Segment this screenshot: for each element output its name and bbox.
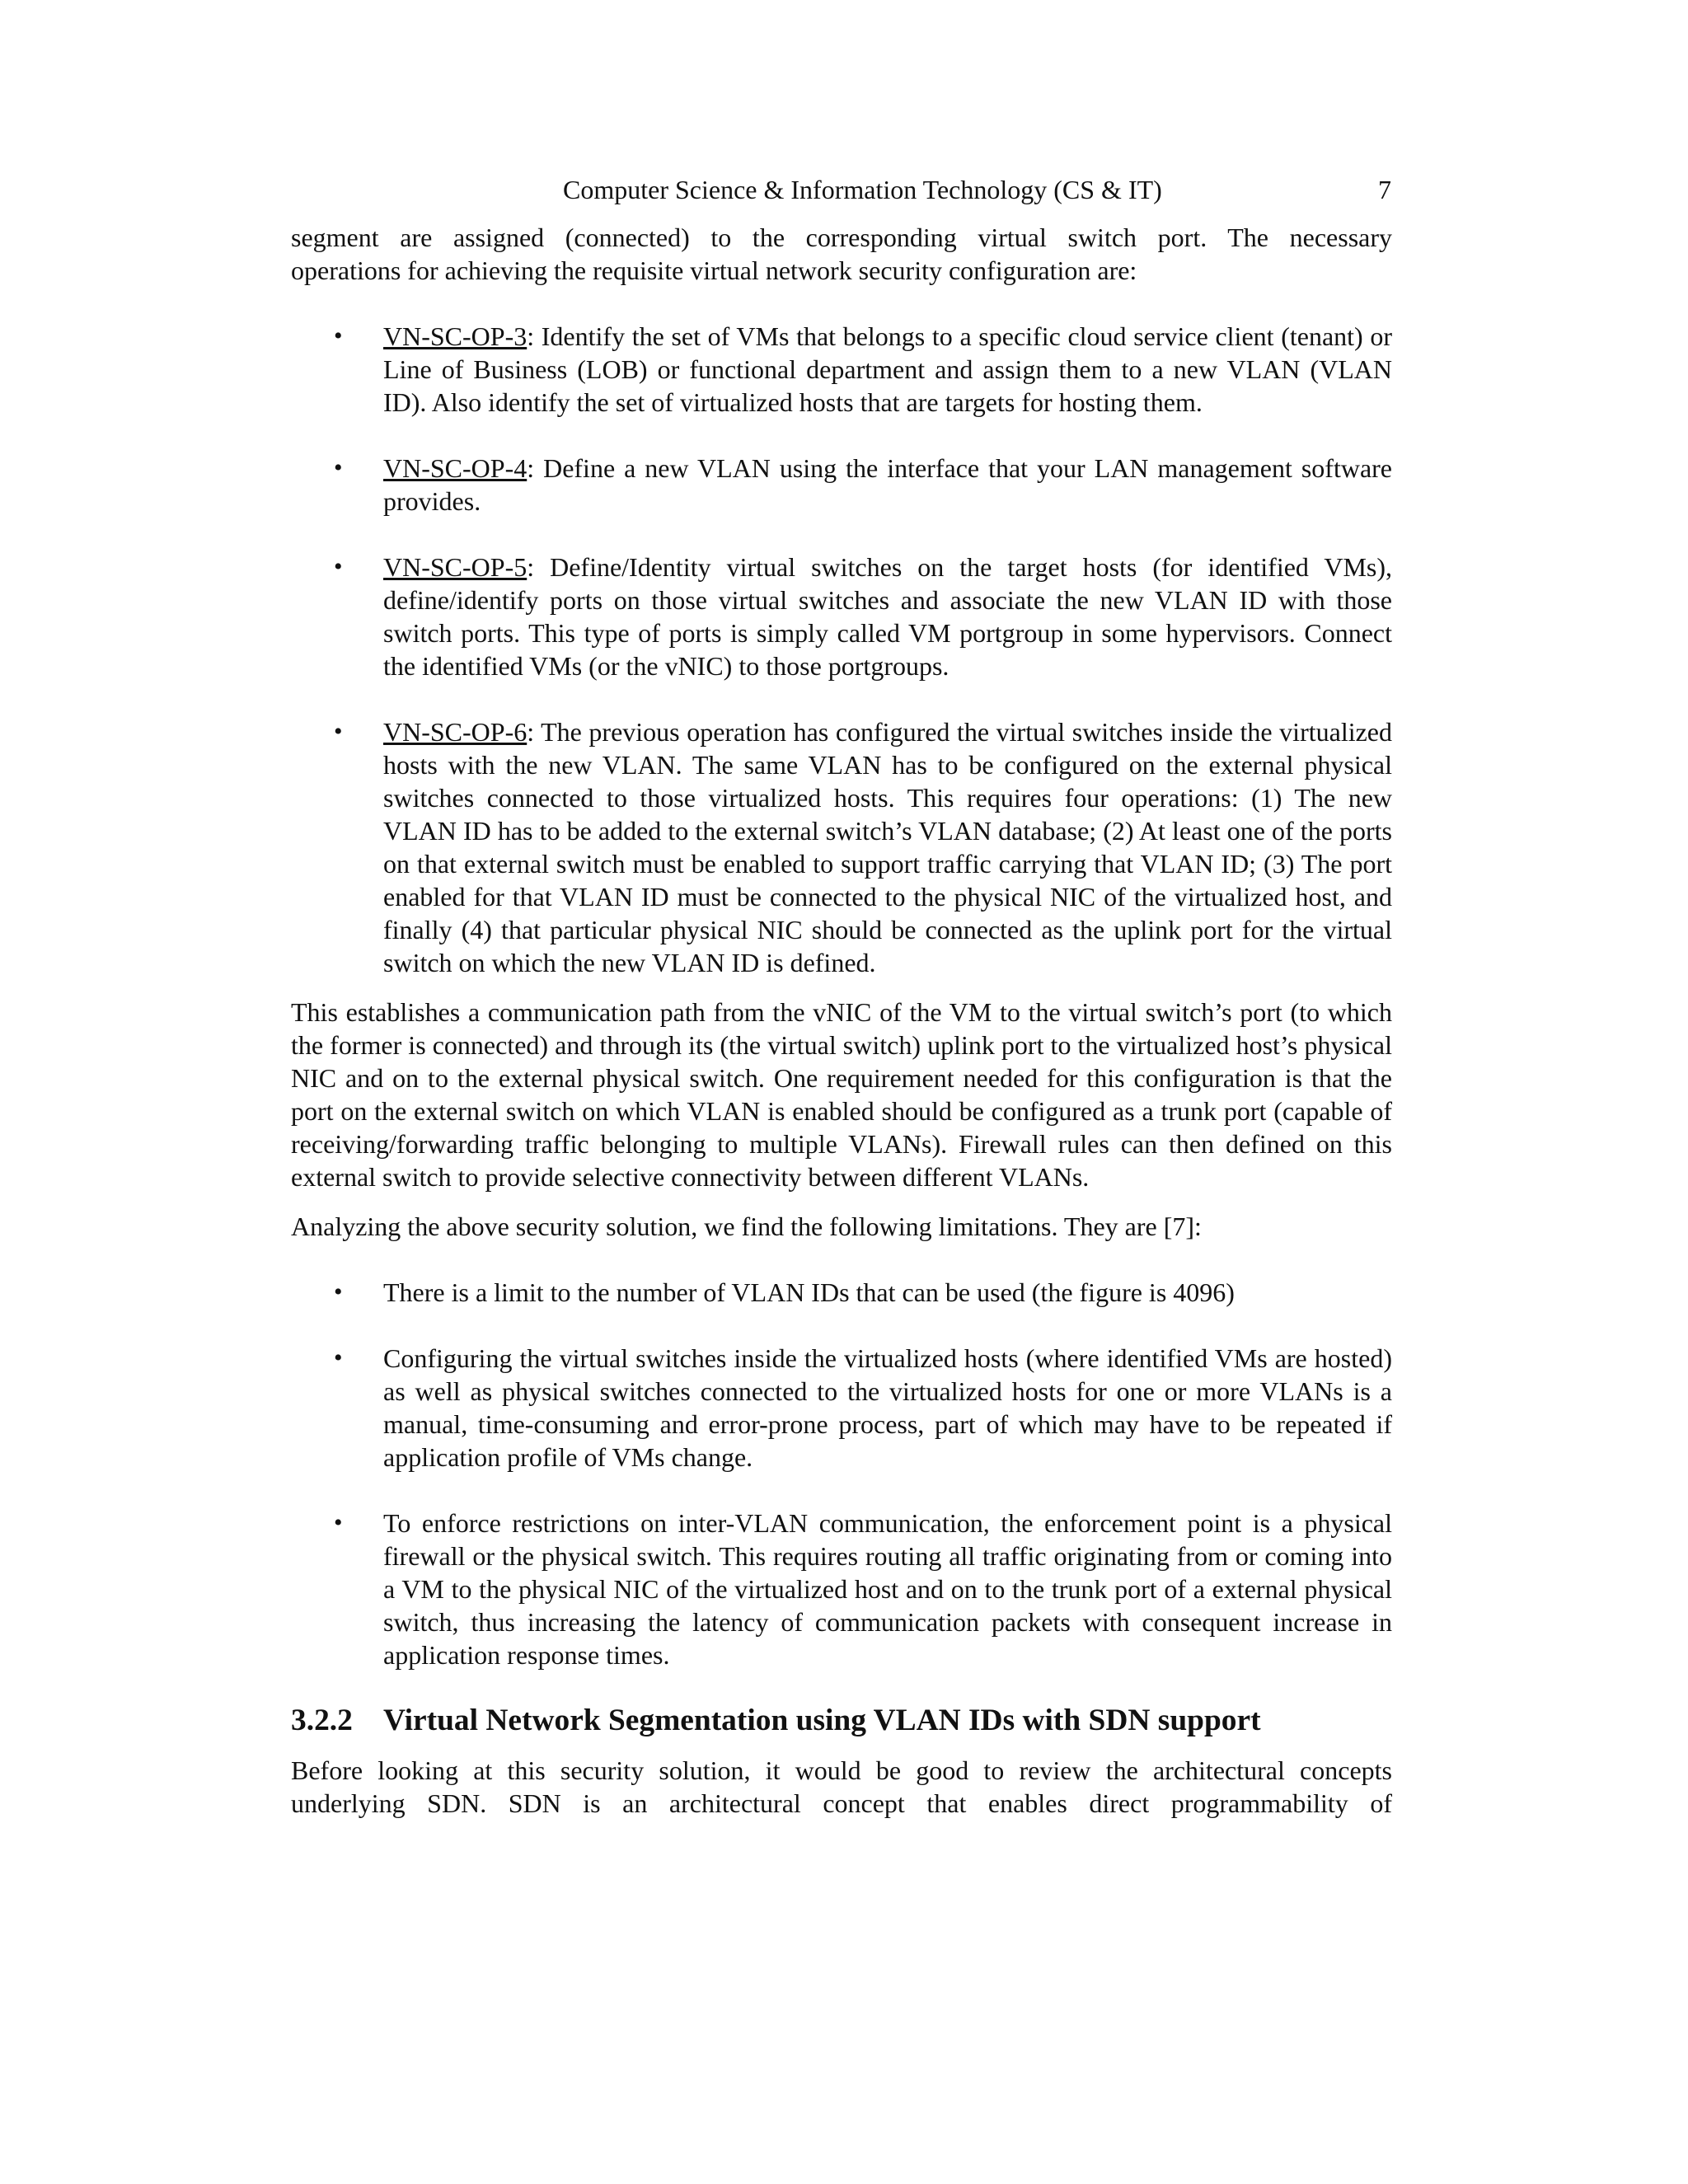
operation-text: : Define a new VLAN using the interface that your LAN management software provides. xyxy=(383,453,1392,516)
limitation-item xyxy=(291,1276,1392,1309)
paragraph-communication-path: This establishes a communication path from the vNIC of the VM to the virtual switch’s port (to which the former is connected) and through its (the virtual switch) uplink port to the virtualized host’s physical NIC and on to the external physical switch. One requirement needed for this configuration is that the port on the external switch on which VLAN is enabled should be configured as a trunk port (capable of receiving/forwarding traffic belonging to multiple VLANs). Firewall rules can then defined on this external switch to provide selective connectivity between different VLANs. xyxy=(291,997,1392,1192)
spacer xyxy=(291,1737,1392,1754)
document-body xyxy=(291,221,1392,1820)
limitation-text: To enforce restrictions on inter-VLAN communication, the enforcement point is a physical firewall or the physical switch. This requires routing all traffic originating from or coming into a VM to the physical NIC of the virtualized host and on to the trunk port of a external physical switch, thus increasing the latency of communication packets with consequent increase in application response times. xyxy=(383,1508,1392,1670)
spacer xyxy=(291,1474,1392,1507)
page-number: 7 xyxy=(1378,175,1391,204)
limitations-list xyxy=(291,1276,1392,1671)
bullet-icon: • xyxy=(334,1509,343,1536)
section-number: 3.2.2 xyxy=(291,1704,353,1737)
bullet-icon: • xyxy=(334,1344,343,1371)
limitation-text: There is a limit to the number of VLAN IDs that can be used (the figure is 4096) xyxy=(383,1277,1235,1307)
operation-text: : The previous operation has configured the virtual switches inside the virtualized hosts with the new VLAN. The same VLAN has to be configured on the external physical switches connected to those virtualized hosts. This requires four operations: (1) The new VLAN ID has to be added to the external switch’s VLAN database; (2) At least one of the ports on that external switch must be enabled to support traffic carrying that VLAN ID; (3) The port enabled for that VLAN ID must be connected to the physical NIC of the virtualized host, and finally (4) that particular physical NIC should be connected as the uplink port for the virtual switch on which the new VLAN ID is defined. xyxy=(383,717,1392,977)
bullet-icon: • xyxy=(334,454,343,481)
spacer xyxy=(291,979,1392,996)
bullet-icon: • xyxy=(334,718,343,745)
spacer xyxy=(291,419,1392,452)
spacer xyxy=(291,682,1392,715)
operation-item xyxy=(291,320,1392,419)
operation-id: VN-SC-OP-4 xyxy=(383,453,528,483)
spacer xyxy=(291,1671,1392,1704)
operation-text: : Identify the set of VMs that belongs to a specific cloud service client (tenant) or Line of Business (LOB) or functional department and assign them to a new VLAN (VLAN ID). Also identify the set of virtualized hosts that are targets for hosting them. xyxy=(383,321,1392,417)
section-heading xyxy=(291,1704,1392,1737)
section-title: Virtual Network Segmentation using VLAN IDs with SDN support xyxy=(383,1704,1261,1737)
closing-line-2: underlying SDN. SDN is an architectural concept that enables direct programmability of xyxy=(291,1788,1392,1818)
spacer xyxy=(291,1309,1392,1342)
running-header xyxy=(0,173,1688,206)
operation-item xyxy=(291,715,1392,979)
operation-item xyxy=(291,452,1392,518)
bullet-icon: • xyxy=(334,1278,343,1305)
bullet-icon: • xyxy=(334,553,343,580)
operation-id: VN-SC-OP-6 xyxy=(383,717,528,747)
paragraph-limitations-intro: Analyzing the above security solution, we find the following limitations. They are [7]: xyxy=(291,1212,1202,1241)
operations-list xyxy=(291,320,1392,979)
intro-line-1: segment are assigned (connected) to the corresponding virtual switch port. The necessary xyxy=(291,223,1392,252)
limitation-text: Configuring the virtual switches inside the virtualized hosts (where identified VMs are hosted) as well as physical switches connected to the virtualized hosts for one or more VLANs is a manual, time-consuming and error-prone process, part of which may have to be repeated if application profile of VMs change. xyxy=(383,1343,1392,1472)
limitation-item xyxy=(291,1507,1392,1671)
spacer xyxy=(291,1243,1392,1276)
operation-text: : Define/Identity virtual switches on the target hosts (for identified VMs), define/identify ports on those virtual switches and associate the new VLAN ID with those switch ports. This type of ports is simply called VM portgroup in some hypervisors. Connect the identified VMs (or the vNIC) to those portgroups. xyxy=(383,552,1392,681)
limitation-item xyxy=(291,1342,1392,1474)
spacer xyxy=(291,287,1392,320)
operation-item xyxy=(291,551,1392,682)
closing-line-1: Before looking at this security solution, it would be good to review the architectural concepts xyxy=(291,1755,1392,1785)
operation-id: VN-SC-OP-3 xyxy=(383,321,528,351)
operation-id: VN-SC-OP-5 xyxy=(383,552,528,582)
journal-title: Computer Science & Information Technology (CS & IT) xyxy=(563,175,1162,204)
intro-line-2: operations for achieving the requisite virtual network security configuration are: xyxy=(291,255,1137,285)
bullet-icon: • xyxy=(334,322,343,349)
spacer xyxy=(291,1193,1392,1210)
spacer xyxy=(291,518,1392,551)
